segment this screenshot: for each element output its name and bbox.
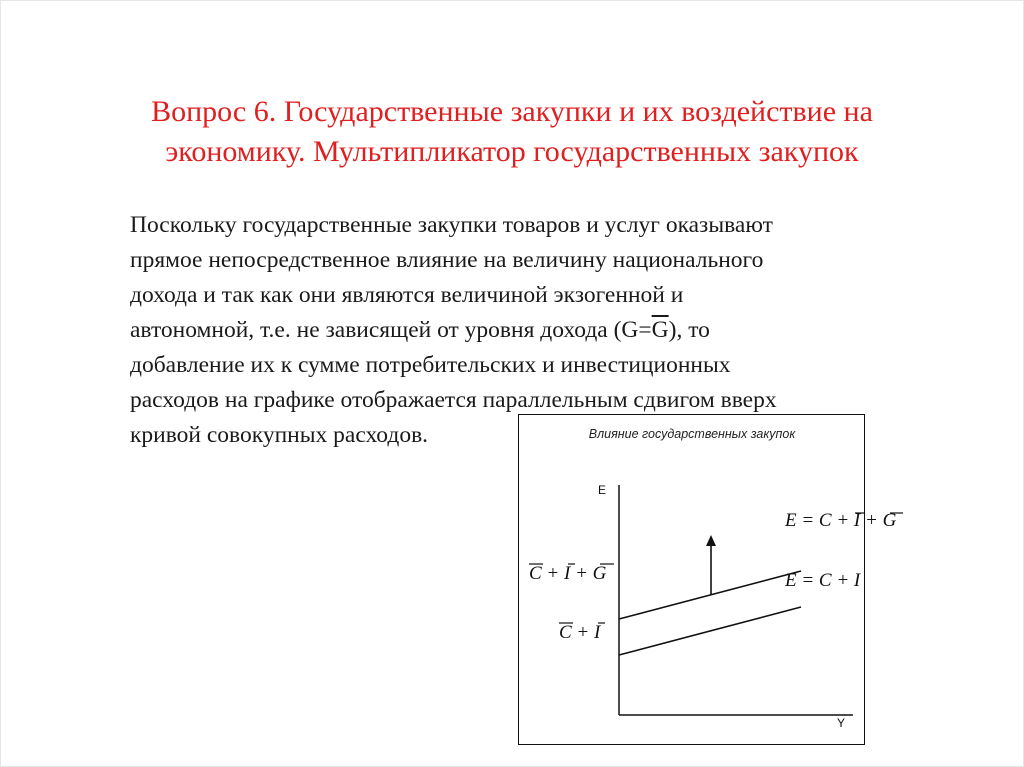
intercept-label-lower-text: C + I (559, 622, 601, 643)
body-line-2: прямое непосредственное влияние на величину национального (130, 247, 764, 273)
title-line-2: экономику. Мультипликатор государственных закупок (165, 135, 859, 168)
series-line-e-c-i (619, 607, 801, 655)
series-label-lower (784, 570, 862, 591)
series-line-e-c-i-g (619, 571, 801, 619)
title-line-1: Вопрос 6. Государственные закупки и их воздействие на (151, 95, 873, 128)
chart-svg (519, 415, 897, 746)
intercept-label-upper-text: C + I + G (529, 563, 607, 584)
overlined-g: $\overline{G}$ (651, 317, 669, 343)
body-line-4 (130, 313, 950, 348)
body-line-3: дохода и так как они являются величиной экзогенной и (130, 282, 684, 308)
body-line-1: Поскольку государственные закупки товаров и услуг оказывают (130, 212, 773, 238)
x-axis-label: Y (837, 716, 846, 730)
body-line-4-end: ), то (668, 317, 710, 343)
body-line-4-start: автономной, т.е. не зависящей от уровня дохода (G= (130, 317, 652, 343)
series-label-lower-text: E = C + I (785, 570, 861, 591)
body-line-6: расходов на графике отображается параллельным сдвигом вверх (130, 387, 777, 413)
chart-title: Влияние государственных закупок (588, 427, 796, 441)
slide-title (40, 92, 984, 172)
chart-frame (518, 414, 897, 745)
series-label-upper (784, 510, 903, 531)
body-line-5: добавление их к сумме потребительских и инвестиционных (130, 352, 731, 378)
body-line-7: кривой совокупных расходов. (130, 422, 429, 448)
y-axis-label: E (598, 483, 607, 497)
intercept-label-lower (559, 622, 605, 643)
series-label-upper-text: E = C + I + G (785, 510, 897, 531)
shift-arrow-head (706, 535, 716, 546)
intercept-label-upper (529, 563, 614, 584)
